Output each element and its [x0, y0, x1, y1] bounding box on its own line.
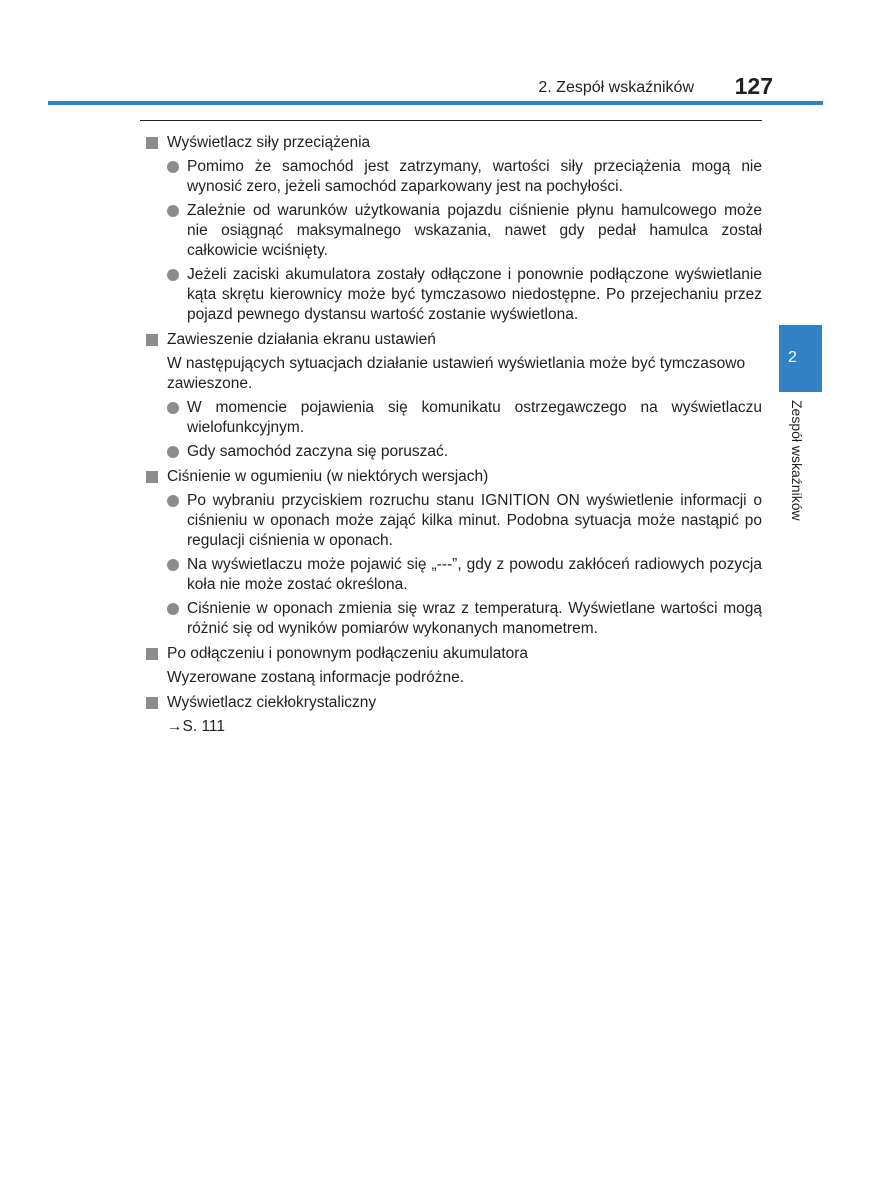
section-heading-text: Wyświetlacz ciekłokrystaliczny	[167, 694, 377, 711]
list-item-text: Zależnie od warunków użytkowania pojazdu ciśnienie płynu hamulcowego może nie osiągnąć maksymalnego wskazania, nawet gdy pedał hamulca został całkowicie wciśnięty.	[187, 202, 762, 259]
square-bullet-icon	[146, 137, 158, 149]
section-heading-lcd-display	[145, 693, 762, 713]
list-item	[145, 442, 762, 462]
list-item-text: W momencie pojawienia się komunikatu ostrzegawczego na wyświetlaczu wielofunkcyjnym.	[187, 399, 762, 436]
list-item-text: Pomimo że samochód jest zatrzymany, wartości siły przeciążenia mogą nie wynosić zero, jeżeli samochód zaparkowany jest na pochyłości.	[187, 158, 762, 195]
section-heading-text: Po odłączeniu i ponownym podłączeniu akumulatora	[167, 645, 529, 662]
list-item	[145, 265, 762, 325]
section-heading-text: Zawieszenie działania ekranu ustawień	[167, 331, 436, 348]
section-heading-tire-pressure	[145, 467, 762, 487]
list-item-text: Gdy samochód zaczyna się poruszać.	[187, 443, 449, 460]
list-item	[145, 157, 762, 197]
list-item-text: Ciśnienie w oponach zmienia się wraz z temperaturą. Wyświetlane wartości mogą różnić się od wyników pomiarów wykonanych manometrem.	[187, 600, 762, 637]
list-item-text: Po wybraniu przyciskiem rozruchu stanu IGNITION ON wyświetlenie informacji o ciśnieniu w oponach może zająć kilka minut. Podobna sytuacja może nastąpić po regulacji ciśnienia w oponach.	[187, 492, 762, 549]
section-paragraph: W następujących sytuacjach działanie ustawień wyświetlania może być tymczasowo zawieszone.	[167, 355, 746, 392]
page-header	[0, 0, 877, 110]
round-bullet-icon	[167, 495, 179, 507]
square-bullet-icon	[146, 648, 158, 660]
list-item-text: Jeżeli zaciski akumulatora zostały odłączone i ponownie podłączone wyświetlanie kąta skrętu kierownicy może być tymczasowo niedostępne. Po przejechaniu przez pojazd pewnego dystansu wartość zostanie wyświetlona.	[187, 266, 762, 323]
section-heading-text: Ciśnienie w ogumieniu (w niektórych wersjach)	[167, 468, 489, 485]
round-bullet-icon	[167, 269, 179, 281]
round-bullet-icon	[167, 603, 179, 615]
section-heading-g-force-display	[145, 133, 762, 153]
chapter-side-label: Zespół wskaźników	[789, 400, 805, 521]
square-bullet-icon	[146, 334, 158, 346]
list-item	[145, 398, 762, 438]
chapter-tab	[779, 325, 822, 392]
square-bullet-icon	[146, 697, 158, 709]
section-heading-battery-reconnect	[145, 644, 762, 664]
square-bullet-icon	[146, 471, 158, 483]
list-item	[145, 491, 762, 551]
list-item-text: Na wyświetlaczu może pojawić się „---”, gdy z powodu zakłóceń radiowych pozycja koła nie może zostać określona.	[187, 556, 762, 593]
round-bullet-icon	[167, 446, 179, 458]
list-item	[145, 201, 762, 261]
round-bullet-icon	[167, 161, 179, 173]
round-bullet-icon	[167, 559, 179, 571]
content-divider	[140, 120, 762, 121]
round-bullet-icon	[167, 205, 179, 217]
section-paragraph: Wyzerowane zostaną informacje podróżne.	[167, 669, 465, 686]
page-content	[145, 128, 762, 737]
page-reference-link[interactable]: →S. 111	[167, 718, 226, 735]
chapter-title: 2. Zespół wskaźników	[538, 79, 694, 96]
page-number: 127	[734, 73, 773, 99]
round-bullet-icon	[167, 402, 179, 414]
list-item	[145, 599, 762, 639]
section-heading-text: Wyświetlacz siły przeciążenia	[167, 134, 371, 151]
chapter-tab-number: 2	[788, 349, 797, 366]
section-heading-settings-screen-suspension	[145, 330, 762, 350]
header-divider	[48, 101, 823, 105]
list-item	[145, 555, 762, 595]
